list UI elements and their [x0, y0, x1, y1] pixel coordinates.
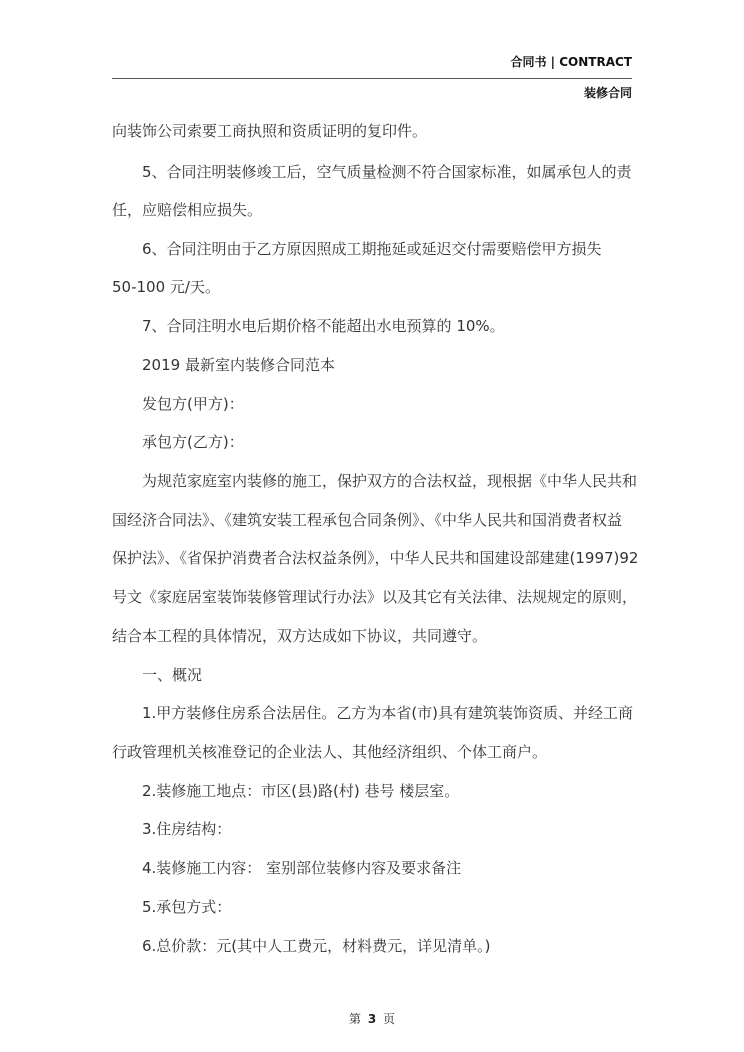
body-line: 5、合同注明装修竣工后，空气质量检测不符合国家标准，如属承包人的责: [142, 163, 632, 181]
header-divider: [112, 78, 632, 79]
body-line: 5.承包方式：: [142, 898, 232, 916]
body-line: 结合本工程的具体情况，双方达成如下协议，共同遵守。: [112, 627, 488, 645]
body-line: 保护法》、《省保护消费者合法权益条例》，中华人民共和国建设部建建(1997)92: [112, 549, 639, 567]
body-line: 6、合同注明由于乙方原因照成工期拖延或延迟交付需要赔偿甲方损失: [142, 240, 602, 258]
header-title: 合同书 | CONTRACT: [510, 55, 632, 69]
body-line: 1.甲方装修住房系合法居住。乙方为本省(市)具有建筑装饰资质、并经工商: [142, 704, 634, 722]
body-line: 国经济合同法》、《建筑安装工程承包合同条例》、《中华人民共和国消费者权益: [112, 511, 623, 529]
body-line: 6.总价款：元(其中人工费元，材料费元，详见清单。): [142, 937, 491, 955]
section-heading: 一、概况: [142, 666, 203, 684]
body-line: 承包方(乙方)：: [142, 433, 244, 451]
body-line: 4.装修施工内容： 室别部位装修内容及要求备注: [142, 859, 462, 877]
body-line: 任，应赔偿相应损失。: [112, 201, 263, 219]
footer-prefix: 第: [348, 1012, 361, 1026]
page-footer: [0, 1010, 744, 1027]
body-line: 为规范家庭室内装修的施工，保护双方的合法权益，现根据《中华人民共和: [142, 472, 638, 490]
body-line: 2019 最新室内装修合同范本: [142, 356, 335, 374]
body-line: 2.装修施工地点：市区(县)路(村) 巷号 楼层室。: [142, 782, 460, 800]
body-line: 向装饰公司索要工商执照和资质证明的复印件。: [112, 122, 428, 140]
body-line: 号文《家庭居室装饰装修管理试行办法》以及其它有关法律、法规规定的原则，: [112, 588, 638, 606]
body-line: 发包方(甲方)：: [142, 395, 244, 413]
body-line: 行政管理机关核准登记的企业法人、其他经济组织、个体工商户。: [112, 743, 548, 761]
body-line: 50-100 元/天。: [112, 278, 220, 296]
page-number: 3: [367, 1012, 377, 1026]
body-line: 7、合同注明水电后期价格不能超出水电预算的 10%。: [142, 317, 505, 335]
header-subtitle: 装修合同: [583, 86, 632, 100]
body-line: 3.住房结构：: [142, 820, 232, 838]
footer-suffix: 页: [383, 1012, 396, 1026]
